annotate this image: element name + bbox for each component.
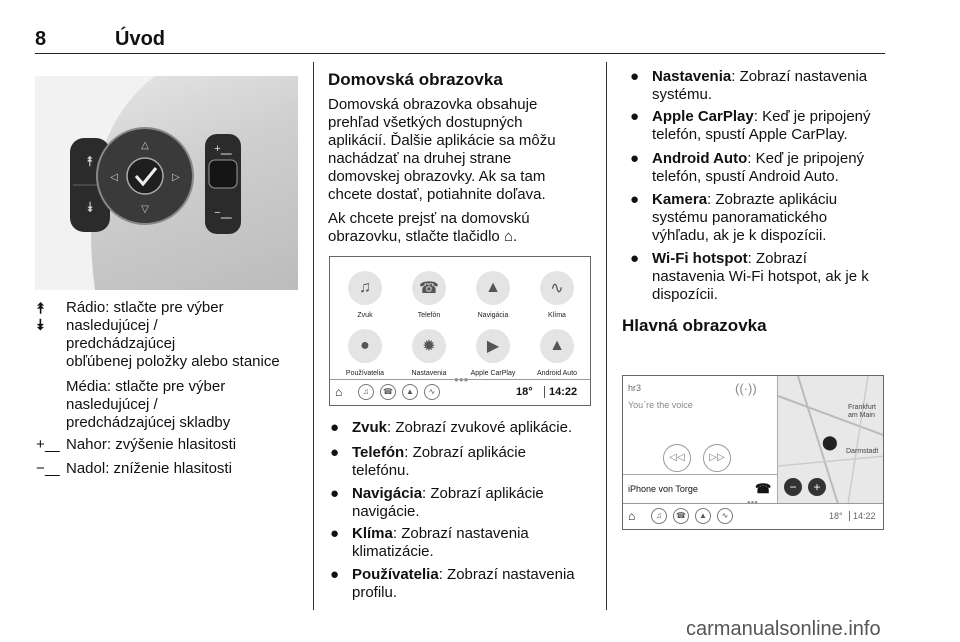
prev-next-icon: ⯭ ⯯ [36, 300, 46, 334]
music-icon: ♫ [358, 384, 374, 400]
app-klima: ∿ Klíma [525, 271, 589, 319]
watermark: carmanualsonline.info [686, 618, 881, 640]
svg-text:▽: ▽ [141, 204, 149, 215]
map-label-frankfurt: Frankfurt am Main [848, 404, 877, 419]
clock: 14:22 [849, 511, 876, 521]
app-zvuk: ♫ Zvuk [333, 271, 397, 319]
home-paragraph-2: Ak chcete prejsť na domovskú obrazovku, stlačte tlačidlo ⌂. [328, 210, 530, 245]
location-pin-icon: ⬤ [822, 434, 838, 450]
chapter-title: Úvod [115, 28, 165, 50]
svg-text:⯯: ⯯ [85, 200, 95, 216]
column-divider [606, 62, 607, 610]
bullet-nastavenia: ● Nastavenia: Zobrazí nastavenia systému. [630, 68, 868, 103]
page-dots: ●●● [454, 375, 469, 384]
bullet-pouzivatelia: ● Používatelia: Zobrazí nastavenia profilu. [330, 566, 575, 601]
clock: 14:22 [544, 386, 577, 398]
music-icon: ♫ [651, 508, 667, 524]
next-icon: ▷▷ [703, 444, 731, 472]
volume-down-text: Nadol: zníženie hlasitosti [66, 460, 232, 477]
bullet-carplay: ● Apple CarPlay: Keď je pripojený telefón, spustí Apple CarPlay. [630, 108, 871, 143]
phone-name: iPhone von Torge [628, 484, 698, 494]
zoom-in-icon: + [808, 478, 826, 496]
temperature: 18° [829, 511, 843, 521]
svg-text:▷: ▷ [172, 172, 180, 183]
settings-icon: ✹ [412, 329, 446, 363]
radio-description: Rádio: stlačte pre výber nasledujúcej / predchádzajúcej obľúbenej položky alebo stanice [66, 299, 280, 370]
section-title-main: Hlavná obrazovka [622, 316, 767, 335]
main-screen-illustration [622, 375, 884, 530]
android-auto-icon: ▲ [540, 329, 574, 363]
zoom-out-icon: − [784, 478, 802, 496]
navigation-icon: ▲ [695, 508, 711, 524]
home-icon: ⌂. [503, 228, 518, 245]
home-paragraph-1: Domovská obrazovka obsahuje prehľad všetkých dostupných aplikácií. Ďalšie aplikácie sa môžu nachádzať na druhej strane domovskej obrazovky. Ak sa tam chcete dostať, potiahnite doľava. [328, 96, 556, 203]
bullet-klima: ● Klíma: Zobrazí nastavenia klimatizácie. [330, 525, 529, 560]
climate-icon: ∿ [424, 384, 440, 400]
map-tile [777, 376, 884, 504]
steering-wheel-controls-illustration [35, 76, 298, 290]
navigation-icon: ▲ [476, 271, 510, 305]
status-bar [330, 379, 590, 405]
bullet-android-auto: ● Android Auto: Keď je pripojený telefón, spustí Android Auto. [630, 150, 865, 185]
svg-text:−⎽: −⎽ [214, 207, 232, 219]
app-telefon: ☎ Telefón [397, 271, 461, 319]
phone-icon: ☎ [412, 271, 446, 305]
app-pouzivatelia: ● Používatelia [333, 329, 397, 377]
volume-up-icon: +⎽ [36, 436, 60, 453]
section-title-home: Domovská obrazovka [328, 70, 503, 89]
antenna-icon: ((·)) [735, 381, 757, 396]
navigation-icon: ▲ [402, 384, 418, 400]
volume-up-text: Nahor: zvýšenie hlasitosti [66, 436, 237, 453]
bullet-zvuk: ● Zvuk: Zobrazí zvukové aplikácie. [330, 419, 573, 436]
app-carplay: ▶ Apple CarPlay [461, 329, 525, 377]
home-icon: ⌂ [628, 509, 636, 523]
phone-icon: ☎ [380, 384, 396, 400]
temperature: 18° [516, 386, 533, 398]
previous-icon: ◁◁ [663, 444, 691, 472]
svg-text:⯭: ⯭ [85, 154, 95, 170]
climate-icon: ∿ [717, 508, 733, 524]
home-screen-illustration [329, 256, 591, 406]
page-dots: ●●● [747, 500, 758, 506]
map-label-darmstadt: Darmstadt [846, 448, 879, 455]
svg-text:◁: ◁ [110, 172, 118, 183]
page-number: 8 [35, 28, 47, 50]
user-icon: ● [348, 329, 382, 363]
track-title: You`re the voice [628, 400, 693, 410]
app-navigacia: ▲ Navigácia [461, 271, 525, 319]
app-nastavenia: ✹ Nastavenia [397, 329, 461, 377]
page-header [35, 26, 885, 54]
bullet-kamera: ● Kamera: Zobrazte aplikáciu systému panoramatického výhľadu, ak je k dispozícii. [630, 191, 838, 244]
carplay-icon: ▶ [476, 329, 510, 363]
home-icon: ⌂ [335, 385, 343, 399]
volume-down-icon: −⎽ [36, 460, 60, 477]
column-divider [313, 62, 314, 610]
bullet-telefon: ● Telefón: Zobrazí aplikácie telefónu. [330, 444, 526, 479]
music-icon: ♫ [348, 271, 382, 305]
status-bar [623, 503, 883, 529]
phone-icon: ☎ [673, 508, 689, 524]
svg-text:+⎽: +⎽ [214, 143, 232, 155]
svg-text:△: △ [141, 140, 149, 151]
phone-icon: ☎ [755, 481, 772, 496]
media-description: Média: stlačte pre výber nasledujúcej / predchádzajúcej skladby [66, 378, 231, 431]
app-android-auto: ▲ Android Auto [525, 329, 589, 377]
bullet-navigacia: ● Navigácia: Zobrazí aplikácie navigácie. [330, 485, 544, 520]
bullet-wifi-hotspot: ● Wi-Fi hotspot: Zobrazí nastavenia Wi-Fi hotspot, ak je k dispozícii. [630, 250, 869, 303]
station-name: hr3 [628, 383, 642, 393]
climate-icon: ∿ [540, 271, 574, 305]
